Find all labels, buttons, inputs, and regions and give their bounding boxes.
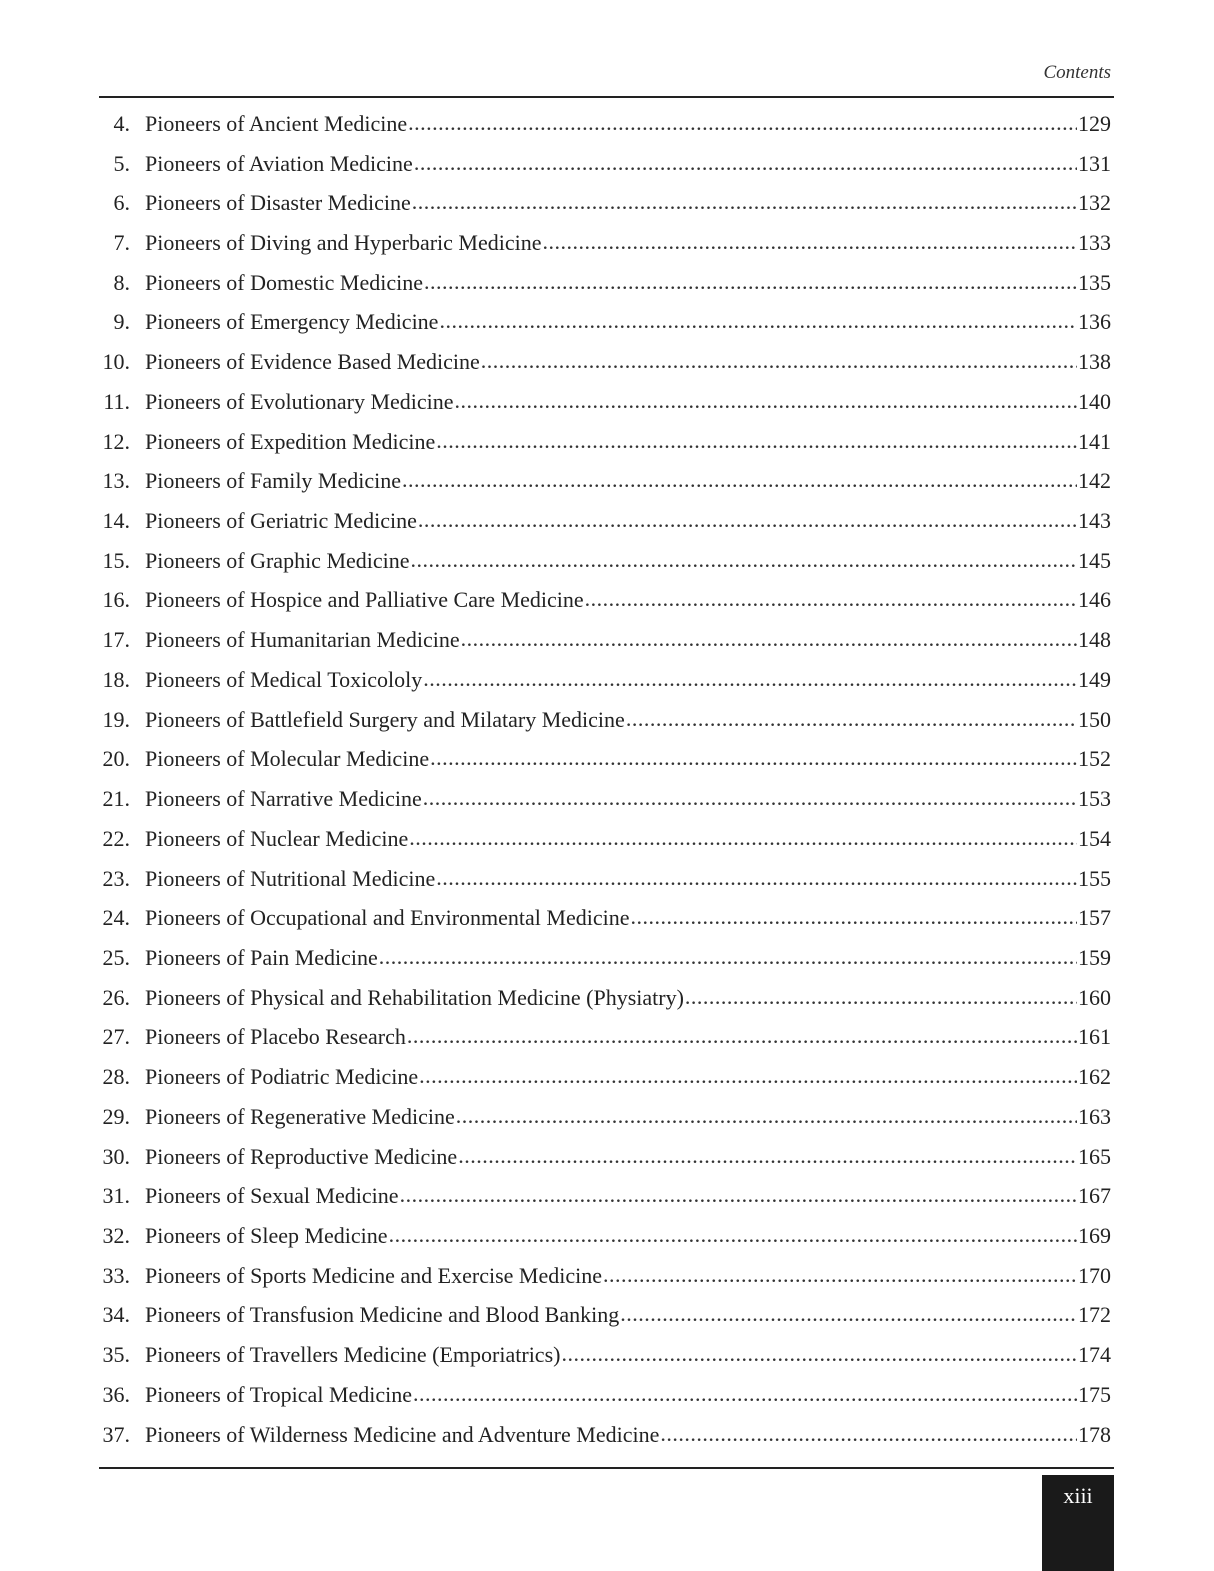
dot-leader [436, 868, 1077, 890]
toc-entry-title: Pioneers of Battlefield Surgery and Milatary Medicine [145, 706, 625, 732]
page-number-tab [1042, 1475, 1114, 1571]
toc-entry-number: 34. [102, 1302, 130, 1328]
toc-entry-page: 169 [1078, 1222, 1111, 1248]
toc-entry-number: 28. [102, 1064, 130, 1090]
toc-entry-title: Pioneers of Placebo Research [145, 1024, 406, 1050]
toc-entry-title: Pioneers of Medical Toxicololy [145, 666, 423, 692]
toc-entry[interactable] [99, 144, 1111, 184]
toc-entry-page: 131 [1078, 150, 1111, 176]
toc-entry[interactable] [99, 859, 1111, 899]
dot-leader [413, 1384, 1077, 1406]
toc-entry[interactable] [99, 581, 1111, 621]
dot-leader [630, 907, 1077, 929]
dot-leader [439, 311, 1077, 333]
toc-entry-page: 157 [1078, 905, 1111, 931]
dot-leader [423, 788, 1077, 810]
toc-entry-page: 165 [1078, 1143, 1111, 1169]
toc-entry-page: 148 [1078, 627, 1111, 653]
dot-leader [561, 1344, 1077, 1366]
toc-entry-page: 146 [1078, 587, 1111, 613]
dot-leader [414, 153, 1077, 175]
toc-entry-page: 154 [1078, 825, 1111, 851]
toc-entry-title: Pioneers of Podiatric Medicine [145, 1064, 419, 1090]
toc-entry-page: 132 [1078, 190, 1111, 216]
toc-entry-number: 33. [102, 1262, 130, 1288]
toc-entry-title: Pioneers of Nutritional Medicine [145, 865, 436, 891]
toc-entry[interactable] [99, 422, 1111, 462]
toc-entry[interactable] [99, 1097, 1111, 1137]
dot-leader [379, 947, 1077, 969]
toc-entry-number: 26. [102, 984, 130, 1010]
toc-entry[interactable] [99, 819, 1111, 859]
toc-entry-page: 163 [1078, 1103, 1111, 1129]
toc-entry-page: 138 [1078, 349, 1111, 375]
dot-leader [400, 1185, 1077, 1207]
toc-entry-number: 16. [102, 587, 130, 613]
toc-entry[interactable] [99, 1296, 1111, 1336]
toc-entry-number: 25. [102, 944, 130, 970]
toc-entry-title: Pioneers of Nuclear Medicine [145, 825, 409, 851]
table-of-contents [99, 104, 1111, 1454]
dot-leader [389, 1225, 1077, 1247]
toc-entry-title: Pioneers of Family Medicine [145, 468, 402, 494]
dot-leader [409, 828, 1077, 850]
toc-entry-page: 178 [1078, 1421, 1111, 1447]
toc-entry[interactable] [99, 104, 1111, 144]
toc-entry-number: 11. [103, 388, 130, 414]
toc-entry-page: 160 [1078, 984, 1111, 1010]
toc-entry-number: 17. [102, 627, 130, 653]
dot-leader [603, 1265, 1077, 1287]
toc-entry-page: 152 [1078, 746, 1111, 772]
toc-entry-title: Pioneers of Sexual Medicine [145, 1183, 399, 1209]
toc-entry[interactable] [99, 223, 1111, 263]
toc-entry-title: Pioneers of Molecular Medicine [145, 746, 430, 772]
dot-leader [408, 113, 1077, 135]
toc-entry-page: 133 [1078, 230, 1111, 256]
toc-entry-page: 135 [1078, 269, 1111, 295]
toc-entry-number: 5. [113, 150, 130, 176]
toc-entry-number: 23. [102, 865, 130, 891]
toc-entry-number: 22. [102, 825, 130, 851]
toc-entry-title: Pioneers of Evidence Based Medicine [145, 349, 480, 375]
dot-leader [411, 550, 1077, 572]
toc-entry[interactable] [99, 1176, 1111, 1216]
toc-entry-page: 136 [1078, 309, 1111, 335]
toc-entry-title: Pioneers of Ancient Medicine [145, 110, 408, 136]
toc-entry-title: Pioneers of Humanitarian Medicine [145, 627, 460, 653]
toc-entry-page: 145 [1078, 547, 1111, 573]
toc-entry[interactable] [99, 978, 1111, 1018]
toc-entry[interactable] [99, 183, 1111, 223]
toc-entry-page: 150 [1078, 706, 1111, 732]
toc-entry-title: Pioneers of Evolutionary Medicine [145, 388, 454, 414]
dot-leader [455, 391, 1077, 413]
toc-entry-title: Pioneers of Diving and Hyperbaric Medicine [145, 230, 542, 256]
toc-entry-title: Pioneers of Hospice and Palliative Care Medicine [145, 587, 584, 613]
toc-entry-page: 170 [1078, 1262, 1111, 1288]
toc-entry-page: 161 [1078, 1024, 1111, 1050]
dot-leader [402, 470, 1077, 492]
toc-entry[interactable] [99, 660, 1111, 700]
dot-leader [620, 1304, 1077, 1326]
toc-entry-page: 141 [1078, 428, 1111, 454]
dot-leader [456, 1106, 1077, 1128]
toc-entry[interactable] [99, 620, 1111, 660]
toc-entry[interactable] [99, 541, 1111, 581]
toc-entry-number: 7. [113, 230, 130, 256]
toc-entry[interactable] [99, 382, 1111, 422]
toc-entry-number: 18. [102, 666, 130, 692]
toc-entry-number: 14. [102, 508, 130, 534]
toc-entry-title: Pioneers of Domestic Medicine [145, 269, 423, 295]
footer-rule [99, 1467, 1114, 1469]
toc-entry-title: Pioneers of Sports Medicine and Exercise Medicine [145, 1262, 602, 1288]
toc-entry-page: 153 [1078, 786, 1111, 812]
toc-entry-number: 37. [102, 1421, 130, 1447]
toc-entry-number: 13. [102, 468, 130, 494]
toc-entry-number: 31. [102, 1183, 130, 1209]
dot-leader [407, 1026, 1077, 1048]
toc-entry-number: 15. [102, 547, 130, 573]
toc-entry-number: 29. [102, 1103, 130, 1129]
toc-entry-number: 30. [102, 1143, 130, 1169]
toc-entry-page: 175 [1078, 1381, 1111, 1407]
toc-entry[interactable] [99, 263, 1111, 303]
toc-entry-title: Pioneers of Occupational and Environmental Medicine [145, 905, 630, 931]
dot-leader [418, 510, 1077, 532]
toc-entry-number: 35. [102, 1342, 130, 1368]
toc-entry-number: 8. [113, 269, 130, 295]
toc-entry[interactable] [99, 501, 1111, 541]
toc-entry-page: 149 [1078, 666, 1111, 692]
toc-entry[interactable] [99, 1256, 1111, 1296]
toc-entry-number: 27. [102, 1024, 130, 1050]
dot-leader [436, 431, 1077, 453]
toc-entry[interactable] [99, 779, 1111, 819]
toc-entry-title: Pioneers of Wilderness Medicine and Adventure Medicine [145, 1421, 660, 1447]
toc-entry-title: Pioneers of Geriatric Medicine [145, 508, 417, 534]
toc-entry[interactable] [99, 938, 1111, 978]
toc-entry-title: Pioneers of Travellers Medicine (Emporiatrics) [145, 1342, 561, 1368]
toc-entry-title: Pioneers of Physical and Rehabilitation Medicine (Physiatry) [145, 984, 684, 1010]
dot-leader [660, 1424, 1077, 1446]
header-rule [99, 96, 1114, 98]
toc-entry-title: Pioneers of Regenerative Medicine [145, 1103, 455, 1129]
toc-entry-title: Pioneers of Reproductive Medicine [145, 1143, 458, 1169]
toc-entry-number: 24. [102, 905, 130, 931]
toc-entry[interactable] [99, 1018, 1111, 1058]
toc-entry-title: Pioneers of Narrative Medicine [145, 786, 422, 812]
toc-entry[interactable] [99, 461, 1111, 501]
dot-leader [585, 589, 1077, 611]
toc-entry-page: 174 [1078, 1342, 1111, 1368]
toc-entry-page: 162 [1078, 1064, 1111, 1090]
toc-entry[interactable] [99, 1375, 1111, 1415]
dot-leader [461, 629, 1077, 651]
dot-leader [419, 1066, 1077, 1088]
dot-leader [412, 192, 1077, 214]
toc-entry-number: 19. [102, 706, 130, 732]
toc-entry[interactable] [99, 1057, 1111, 1097]
toc-entry-page: 167 [1078, 1183, 1111, 1209]
toc-entry-page: 143 [1078, 508, 1111, 534]
toc-entry[interactable] [99, 1137, 1111, 1177]
toc-entry-title: Pioneers of Graphic Medicine [145, 547, 410, 573]
dot-leader [423, 669, 1077, 691]
toc-entry[interactable] [99, 1335, 1111, 1375]
toc-entry-title: Pioneers of Aviation Medicine [145, 150, 413, 176]
page-number: xiii [1063, 1483, 1093, 1508]
toc-entry-page: 129 [1078, 110, 1111, 136]
toc-entry-title: Pioneers of Pain Medicine [145, 944, 378, 970]
toc-entry-title: Pioneers of Expedition Medicine [145, 428, 436, 454]
toc-entry-number: 20. [102, 746, 130, 772]
toc-entry-page: 142 [1078, 468, 1111, 494]
dot-leader [685, 987, 1077, 1009]
dot-leader [543, 232, 1078, 254]
running-header: Contents [1043, 62, 1111, 83]
toc-entry-page: 172 [1078, 1302, 1111, 1328]
toc-entry[interactable] [99, 700, 1111, 740]
toc-entry[interactable] [99, 1415, 1111, 1455]
toc-entry[interactable] [99, 1216, 1111, 1256]
toc-entry-title: Pioneers of Transfusion Medicine and Blood Banking [145, 1302, 620, 1328]
toc-entry[interactable] [99, 303, 1111, 343]
dot-leader [424, 272, 1077, 294]
toc-entry[interactable] [99, 342, 1111, 382]
dot-leader [430, 748, 1077, 770]
toc-entry-page: 155 [1078, 865, 1111, 891]
toc-entry-title: Pioneers of Disaster Medicine [145, 190, 411, 216]
toc-entry-page: 140 [1078, 388, 1111, 414]
toc-entry-number: 32. [102, 1222, 130, 1248]
dot-leader [458, 1146, 1077, 1168]
toc-entry-number: 4. [113, 110, 130, 136]
dot-leader [481, 351, 1077, 373]
toc-entry-number: 10. [102, 349, 130, 375]
toc-entry-number: 6. [113, 190, 130, 216]
dot-leader [626, 709, 1077, 731]
toc-entry-title: Pioneers of Sleep Medicine [145, 1222, 388, 1248]
toc-entry-number: 9. [113, 309, 130, 335]
toc-entry-title: Pioneers of Emergency Medicine [145, 309, 439, 335]
toc-entry-page: 159 [1078, 944, 1111, 970]
toc-entry[interactable] [99, 740, 1111, 780]
toc-entry-number: 12. [102, 428, 130, 454]
toc-entry-number: 21. [102, 786, 130, 812]
toc-entry[interactable] [99, 898, 1111, 938]
toc-entry-number: 36. [102, 1381, 130, 1407]
toc-entry-title: Pioneers of Tropical Medicine [145, 1381, 413, 1407]
